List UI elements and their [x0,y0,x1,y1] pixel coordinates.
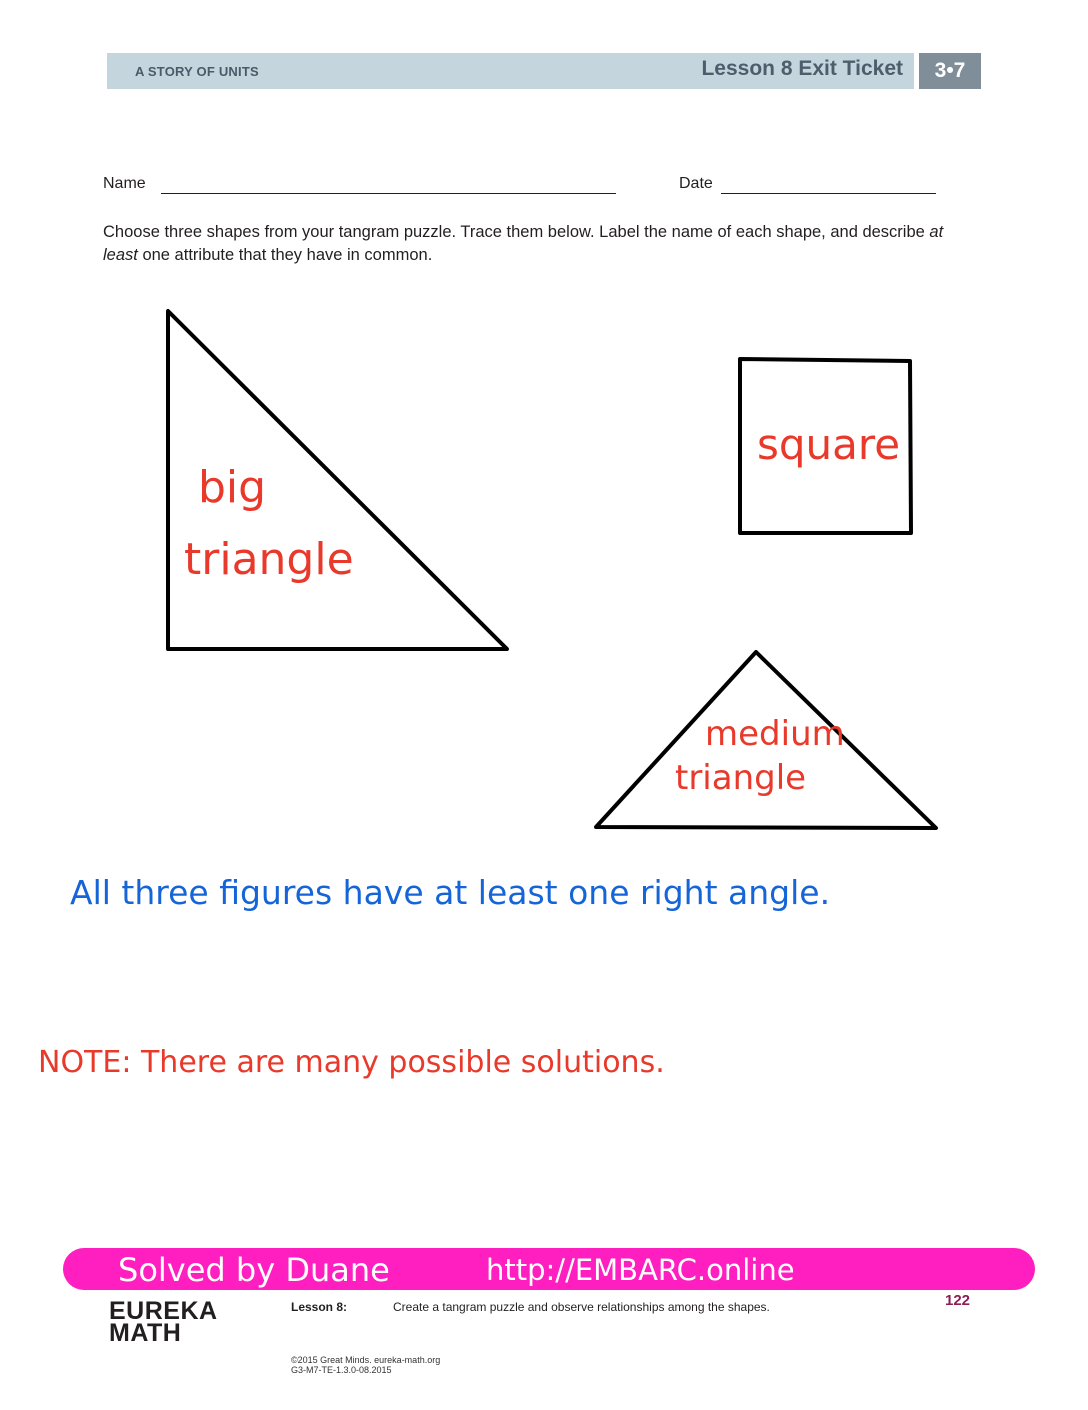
footer-lesson-label: Lesson 8: [291,1300,348,1314]
copyright-line-1: ©2015 Great Minds. eureka-math.org [291,1355,441,1365]
square-label: square [757,420,901,469]
grade-module-badge: 3•7 [919,53,981,89]
instructions-part2: one attribute that they have in common. [137,246,433,264]
medium-triangle-label-2: triangle [675,758,807,798]
note-text: NOTE: There are many possible solutions. [38,1045,665,1080]
medium-triangle-label-1: medium [705,714,845,754]
instructions-emphasis: at least [103,223,944,264]
page-number: 122 [945,1292,971,1309]
logo-line-2: MATH [109,1319,182,1347]
answer-text: All three figures have at least one right angle. [70,873,831,912]
date-label: Date [679,175,713,192]
copyright [291,1355,440,1375]
instructions-part1: Choose three shapes from your tangram puzzle. Trace them below. Label the name of each shape, and describe [103,223,930,241]
lesson-title: Lesson 8 Exit Ticket [701,57,903,80]
banner-url[interactable]: http://EMBARC.online [486,1253,795,1287]
series-label: A STORY OF UNITS [135,64,259,79]
footer-lesson-description: Create a tangram puzzle and observe relationships among the shapes. [393,1300,770,1314]
big-triangle-label-2: triangle [184,534,354,585]
big-triangle-label-1: big [198,462,267,513]
eureka-math-logo [109,1297,218,1347]
logo-line-1: EUREKA [109,1297,218,1325]
copyright-line-2: G3-M7-TE-1.3.0-08.2015 [291,1365,392,1375]
name-label: Name [103,175,146,192]
solved-by-text: Solved by Duane [118,1251,390,1289]
